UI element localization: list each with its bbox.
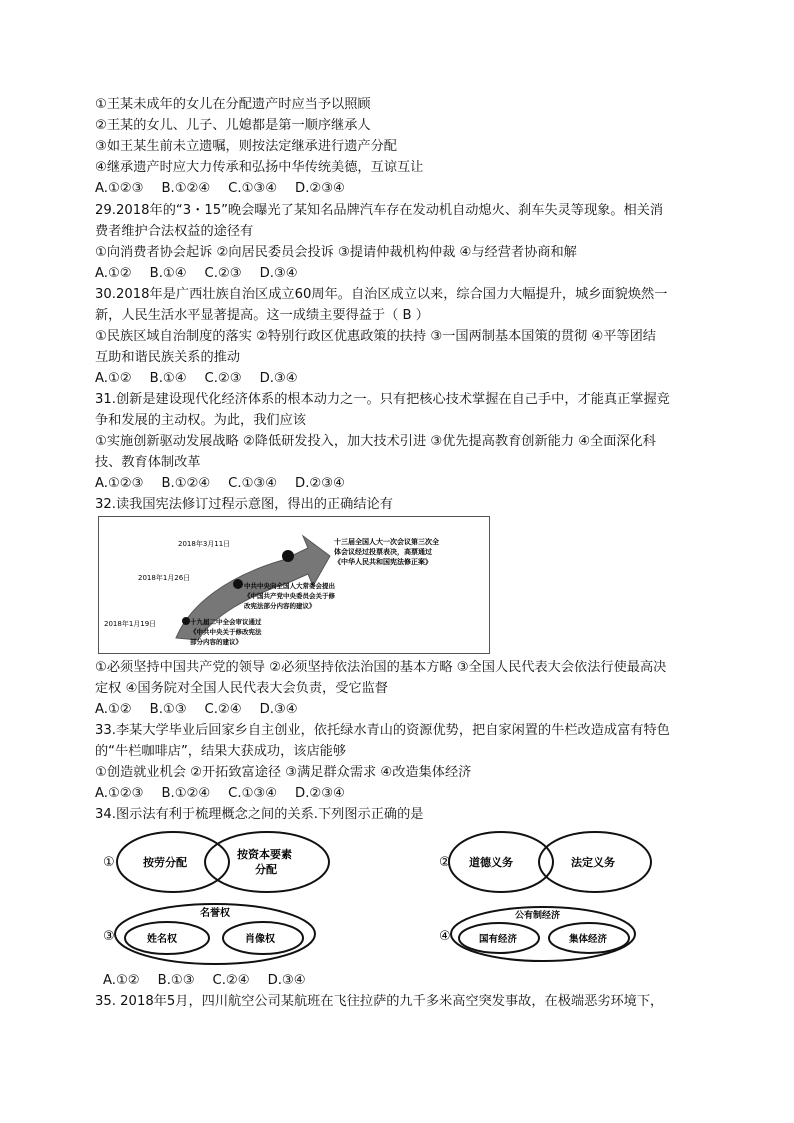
q31-item-1: ①实施创新驱动发展战略 ②降低研发投入，加大技术引进 ③优先提高教育创新能力 ④全面深化科 xyxy=(95,434,656,449)
concept-diagrams xyxy=(95,830,695,970)
q31-item-2: 技、教育体制改革 xyxy=(95,455,201,470)
svg-text:③: ③ xyxy=(103,929,115,944)
svg-text:肖像权: 肖像权 xyxy=(245,934,275,945)
q31-options xyxy=(95,475,363,493)
timeline-dot-2 xyxy=(233,579,243,589)
q28-option-d[interactable]: D.②③④ xyxy=(295,181,345,196)
svg-text:集体经济: 集体经济 xyxy=(569,934,608,945)
q31-option-a[interactable]: A.①②③ xyxy=(95,476,144,491)
svg-text:按劳分配: 按劳分配 xyxy=(143,856,187,869)
q30-option-c[interactable]: C.②③ xyxy=(204,371,242,386)
q33-option-d[interactable]: D.②③④ xyxy=(295,786,345,801)
q33-stem-2: 的“牛栏咖啡店”，结果大获成功，该店能够 xyxy=(95,744,347,759)
q28-item-3: ③如王某生前未立遗嘱，则按法定继承进行遗产分配 xyxy=(95,139,397,154)
q29-option-b[interactable]: B.①④ xyxy=(149,266,187,281)
q34-options xyxy=(103,972,324,990)
q28-option-c[interactable]: C.①③④ xyxy=(228,181,278,196)
timeline-dot-1 xyxy=(182,617,190,625)
svg-text:姓名权: 姓名权 xyxy=(147,934,177,945)
q34-option-d[interactable]: D.③④ xyxy=(267,973,306,988)
q30-option-d[interactable]: D.③④ xyxy=(259,371,298,386)
q32-item-1: ①必须坚持中国共产党的领导 ②必须坚持依法治国的基本方略 ③全国人民代表大会依法行使最高决 xyxy=(95,660,667,675)
q30-option-a[interactable]: A.①② xyxy=(95,371,132,386)
q32-option-a[interactable]: A.①② xyxy=(95,702,132,717)
diagram-1 xyxy=(103,832,329,892)
svg-text:改宪法部分内容的建议》: 改宪法部分内容的建议》 xyxy=(244,602,316,610)
diagram-4 xyxy=(439,907,635,961)
q29-items: ①向消费者协会起诉 ②向居民委员会投诉 ③提请仲裁机构仲裁 ④与经营者协商和解 xyxy=(95,245,577,260)
constitution-revision-diagram xyxy=(98,516,490,654)
svg-text:公有制经济: 公有制经济 xyxy=(515,911,561,921)
q29-option-a[interactable]: A.①② xyxy=(95,266,132,281)
svg-text:分配: 分配 xyxy=(255,863,277,876)
q32-option-b[interactable]: B.①③ xyxy=(149,702,187,717)
q31-stem-1: 31.创新是建设现代化经济体系的根本动力之一。只有把核心技术掌握在自己手中，才能真正掌握竞 xyxy=(95,392,670,407)
q32-option-d[interactable]: D.③④ xyxy=(259,702,298,717)
svg-text:中共中央向全国人大常委会提出: 中共中央向全国人大常委会提出 xyxy=(244,582,335,590)
svg-text:按资本要素: 按资本要素 xyxy=(237,848,292,861)
q28-option-a[interactable]: A.①②③ xyxy=(95,181,144,196)
date-label-2: 2018年1月26日 xyxy=(138,574,191,582)
q28-item-4: ④继承遗产时应大力传承和弘扬中华传统美德，互谅互让 xyxy=(95,160,424,175)
q30-item-1: ①民族区域自治制度的落实 ②特别行政区优惠政策的扶持 ③一国两制基本国策的贯彻 ④平等团结 xyxy=(95,329,656,344)
diagram-1-right-circle xyxy=(205,832,329,892)
q28-options xyxy=(95,180,363,198)
q30-item-2: 互助和谐民族关系的推动 xyxy=(95,350,241,365)
svg-text:①: ① xyxy=(103,855,115,870)
svg-text:《中华人民共和国宪法修正案》: 《中华人民共和国宪法修正案》 xyxy=(334,558,432,566)
q31-option-b[interactable]: B.①②④ xyxy=(161,476,211,491)
svg-text:十三届全国人大一次会议第三次全: 十三届全国人大一次会议第三次全 xyxy=(334,538,439,546)
svg-text:体会议经过投票表决，高票通过: 体会议经过投票表决，高票通过 xyxy=(334,548,432,556)
svg-text:④: ④ xyxy=(439,929,451,944)
q29-options xyxy=(95,265,316,283)
date-label-3: 2018年3月11日 xyxy=(178,540,231,548)
svg-text:法定义务: 法定义务 xyxy=(571,856,615,869)
q31-stem-2: 争和发展的主动权。为此，我们应该 xyxy=(95,413,306,428)
svg-text:②: ② xyxy=(439,855,451,870)
q29-option-d[interactable]: D.③④ xyxy=(259,266,298,281)
q29-option-c[interactable]: C.②③ xyxy=(204,266,242,281)
timeline-dot-3 xyxy=(282,550,294,562)
q28-item-2: ②王某的女儿、儿子、儿媳都是第一顺序继承人 xyxy=(95,118,371,133)
q33-options xyxy=(95,785,363,803)
svg-text:《中国共产党中央委员会关于修: 《中国共产党中央委员会关于修 xyxy=(244,592,335,600)
q32-options xyxy=(95,701,316,719)
q33-option-a[interactable]: A.①②③ xyxy=(95,786,144,801)
diagram-3 xyxy=(103,904,315,964)
svg-text:十九届二中全会审议通过: 十九届二中全会审议通过 xyxy=(190,618,262,626)
q31-option-d[interactable]: D.②③④ xyxy=(295,476,345,491)
q30-option-b[interactable]: B.①④ xyxy=(149,371,187,386)
svg-text:道德义务: 道德义务 xyxy=(469,856,513,869)
svg-text:国有经济: 国有经济 xyxy=(479,934,518,945)
q34-option-c[interactable]: C.②④ xyxy=(212,973,250,988)
q33-option-c[interactable]: C.①③④ xyxy=(228,786,278,801)
q33-items: ①创造就业机会 ②开拓致富途径 ③满足群众需求 ④改造集体经济 xyxy=(95,765,472,780)
q29-stem-1: 29.2018年的“3・15”晚会曝光了某知名品牌汽车存在发动机自动熄火、刹车失灵等现象。相关消 xyxy=(95,203,664,218)
diagram-2 xyxy=(439,832,651,892)
svg-text:名誉权: 名誉权 xyxy=(200,908,230,919)
svg-text:《中共中央关于修改宪法: 《中共中央关于修改宪法 xyxy=(190,628,262,636)
q33-option-b[interactable]: B.①②④ xyxy=(161,786,211,801)
q32-item-2: 定权 ④国务院对全国人民代表大会负责，受它监督 xyxy=(95,681,388,696)
q34-option-b[interactable]: B.①③ xyxy=(157,973,195,988)
q29-stem-2: 费者维护合法权益的途径有 xyxy=(95,224,254,239)
q34-stem: 34.图示法有利于梳理概念之间的关系.下列图示正确的是 xyxy=(95,807,424,822)
date-label-1: 2018年1月19日 xyxy=(104,620,157,628)
q33-stem-1: 33.李某大学毕业后回家乡自主创业，依托绿水青山的资源优势，把自家闲置的牛栏改造成富有特色 xyxy=(95,723,670,738)
svg-text:部分内容的建议》: 部分内容的建议》 xyxy=(190,638,242,646)
q32-option-c[interactable]: C.②④ xyxy=(204,702,242,717)
q32-stem: 32.读我国宪法修订过程示意图，得出的正确结论有 xyxy=(95,497,393,512)
q30-options xyxy=(95,370,316,388)
event-3-text xyxy=(334,537,439,566)
q30-stem-1: 30.2018年是广西壮族自治区成立60周年。自治区成立以来，综合国力大幅提升，城乡面貌焕然一 xyxy=(95,287,668,302)
q34-option-a[interactable]: A.①② xyxy=(103,973,140,988)
q30-stem-2: 新，人民生活水平显著提高。这一成绩主要得益于（ B ） xyxy=(95,308,429,323)
q35-stem: 35. 2018年5月，四川航空公司某航班在飞往拉萨的九千多米高空突发事故，在极端恶劣环境下， xyxy=(95,994,664,1009)
q28-item-1: ①王某未成年的女儿在分配遗产时应当予以照顾 xyxy=(95,97,371,112)
q28-option-b[interactable]: B.①②④ xyxy=(161,181,211,196)
q31-option-c[interactable]: C.①③④ xyxy=(228,476,278,491)
